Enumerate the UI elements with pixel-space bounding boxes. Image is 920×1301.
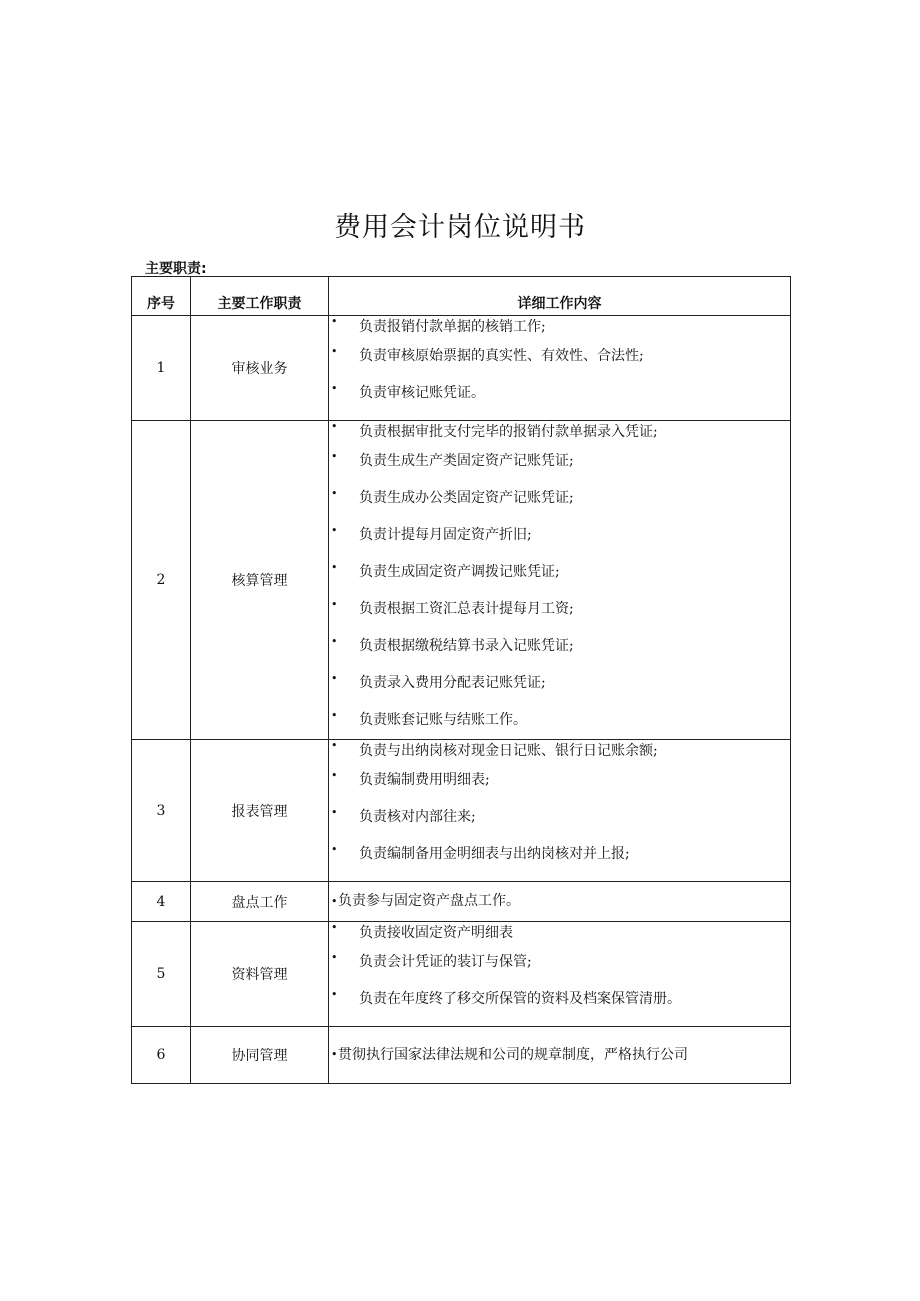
table-header-row	[132, 277, 791, 316]
table-row	[132, 421, 791, 740]
detail-item: • 负责生成固定资产调拨记账凭证;	[329, 554, 790, 591]
detail-item: • 负责生成生产类固定资产记账凭证;	[329, 443, 790, 480]
detail-item: • 负责审核记账凭证。	[329, 375, 790, 412]
header-number: 序号	[132, 277, 191, 316]
document-title: 费用会计岗位说明书	[334, 212, 586, 243]
detail-item: • 贯彻执行国家法律法规和公司的规章制度，严格执行公司	[329, 1027, 790, 1083]
table-row	[132, 740, 791, 882]
detail-item: • 负责会计凭证的装订与保管;	[329, 944, 790, 981]
row-number: 3	[132, 740, 191, 882]
detail-item: • 负责计提每月固定资产折旧;	[329, 517, 790, 554]
section-label: 主要职责:	[145, 261, 207, 277]
detail-item: • 负责核对内部往来;	[329, 799, 790, 836]
row-duty: 报表管理	[191, 740, 329, 882]
row-duty: 审核业务	[191, 316, 329, 421]
row-duty: 盘点工作	[191, 882, 329, 922]
detail-item: • 负责编制费用明细表;	[329, 762, 790, 799]
detail-item: • 负责报销付款单据的核销工作;	[329, 316, 790, 338]
row-duty: 协同管理	[191, 1027, 329, 1084]
row-details	[329, 922, 791, 1027]
detail-item: • 负责根据工资汇总表计提每月工资;	[329, 591, 790, 628]
detail-item: • 负责生成办公类固定资产记账凭证;	[329, 480, 790, 517]
row-duty: 资料管理	[191, 922, 329, 1027]
detail-item: • 负责编制备用金明细表与出纳岗核对并上报;	[329, 836, 790, 873]
row-number: 5	[132, 922, 191, 1027]
row-details	[329, 421, 791, 740]
detail-item: • 负责与出纳岗核对现金日记账、银行日记账余额;	[329, 740, 790, 762]
detail-item: • 负责录入费用分配表记账凭证;	[329, 665, 790, 702]
row-duty: 核算管理	[191, 421, 329, 740]
detail-item: • 负责在年度终了移交所保管的资料及档案保管清册。	[329, 981, 790, 1018]
row-details	[329, 316, 791, 421]
row-number: 2	[132, 421, 191, 740]
table-row	[132, 922, 791, 1027]
table-row	[132, 316, 791, 421]
row-details	[329, 882, 791, 922]
detail-item: • 负责参与固定资产盘点工作。	[329, 882, 790, 921]
detail-item: • 负责审核原始票据的真实性、有效性、合法性;	[329, 338, 790, 375]
row-details	[329, 1027, 791, 1084]
row-number: 1	[132, 316, 191, 421]
detail-item: • 负责账套记账与结账工作。	[329, 702, 790, 739]
row-number: 6	[132, 1027, 191, 1084]
header-duty: 主要工作职责	[191, 277, 329, 316]
header-details: 详细工作内容	[329, 277, 791, 316]
row-details	[329, 740, 791, 882]
detail-item: • 负责根据缴税结算书录入记账凭证;	[329, 628, 790, 665]
row-number: 4	[132, 882, 191, 922]
detail-item: • 负责接收固定资产明细表	[329, 922, 790, 944]
table-row	[132, 882, 791, 922]
detail-item: • 负责根据审批支付完毕的报销付款单据录入凭证;	[329, 421, 790, 443]
duties-table	[131, 276, 791, 1084]
table-row	[132, 1027, 791, 1084]
